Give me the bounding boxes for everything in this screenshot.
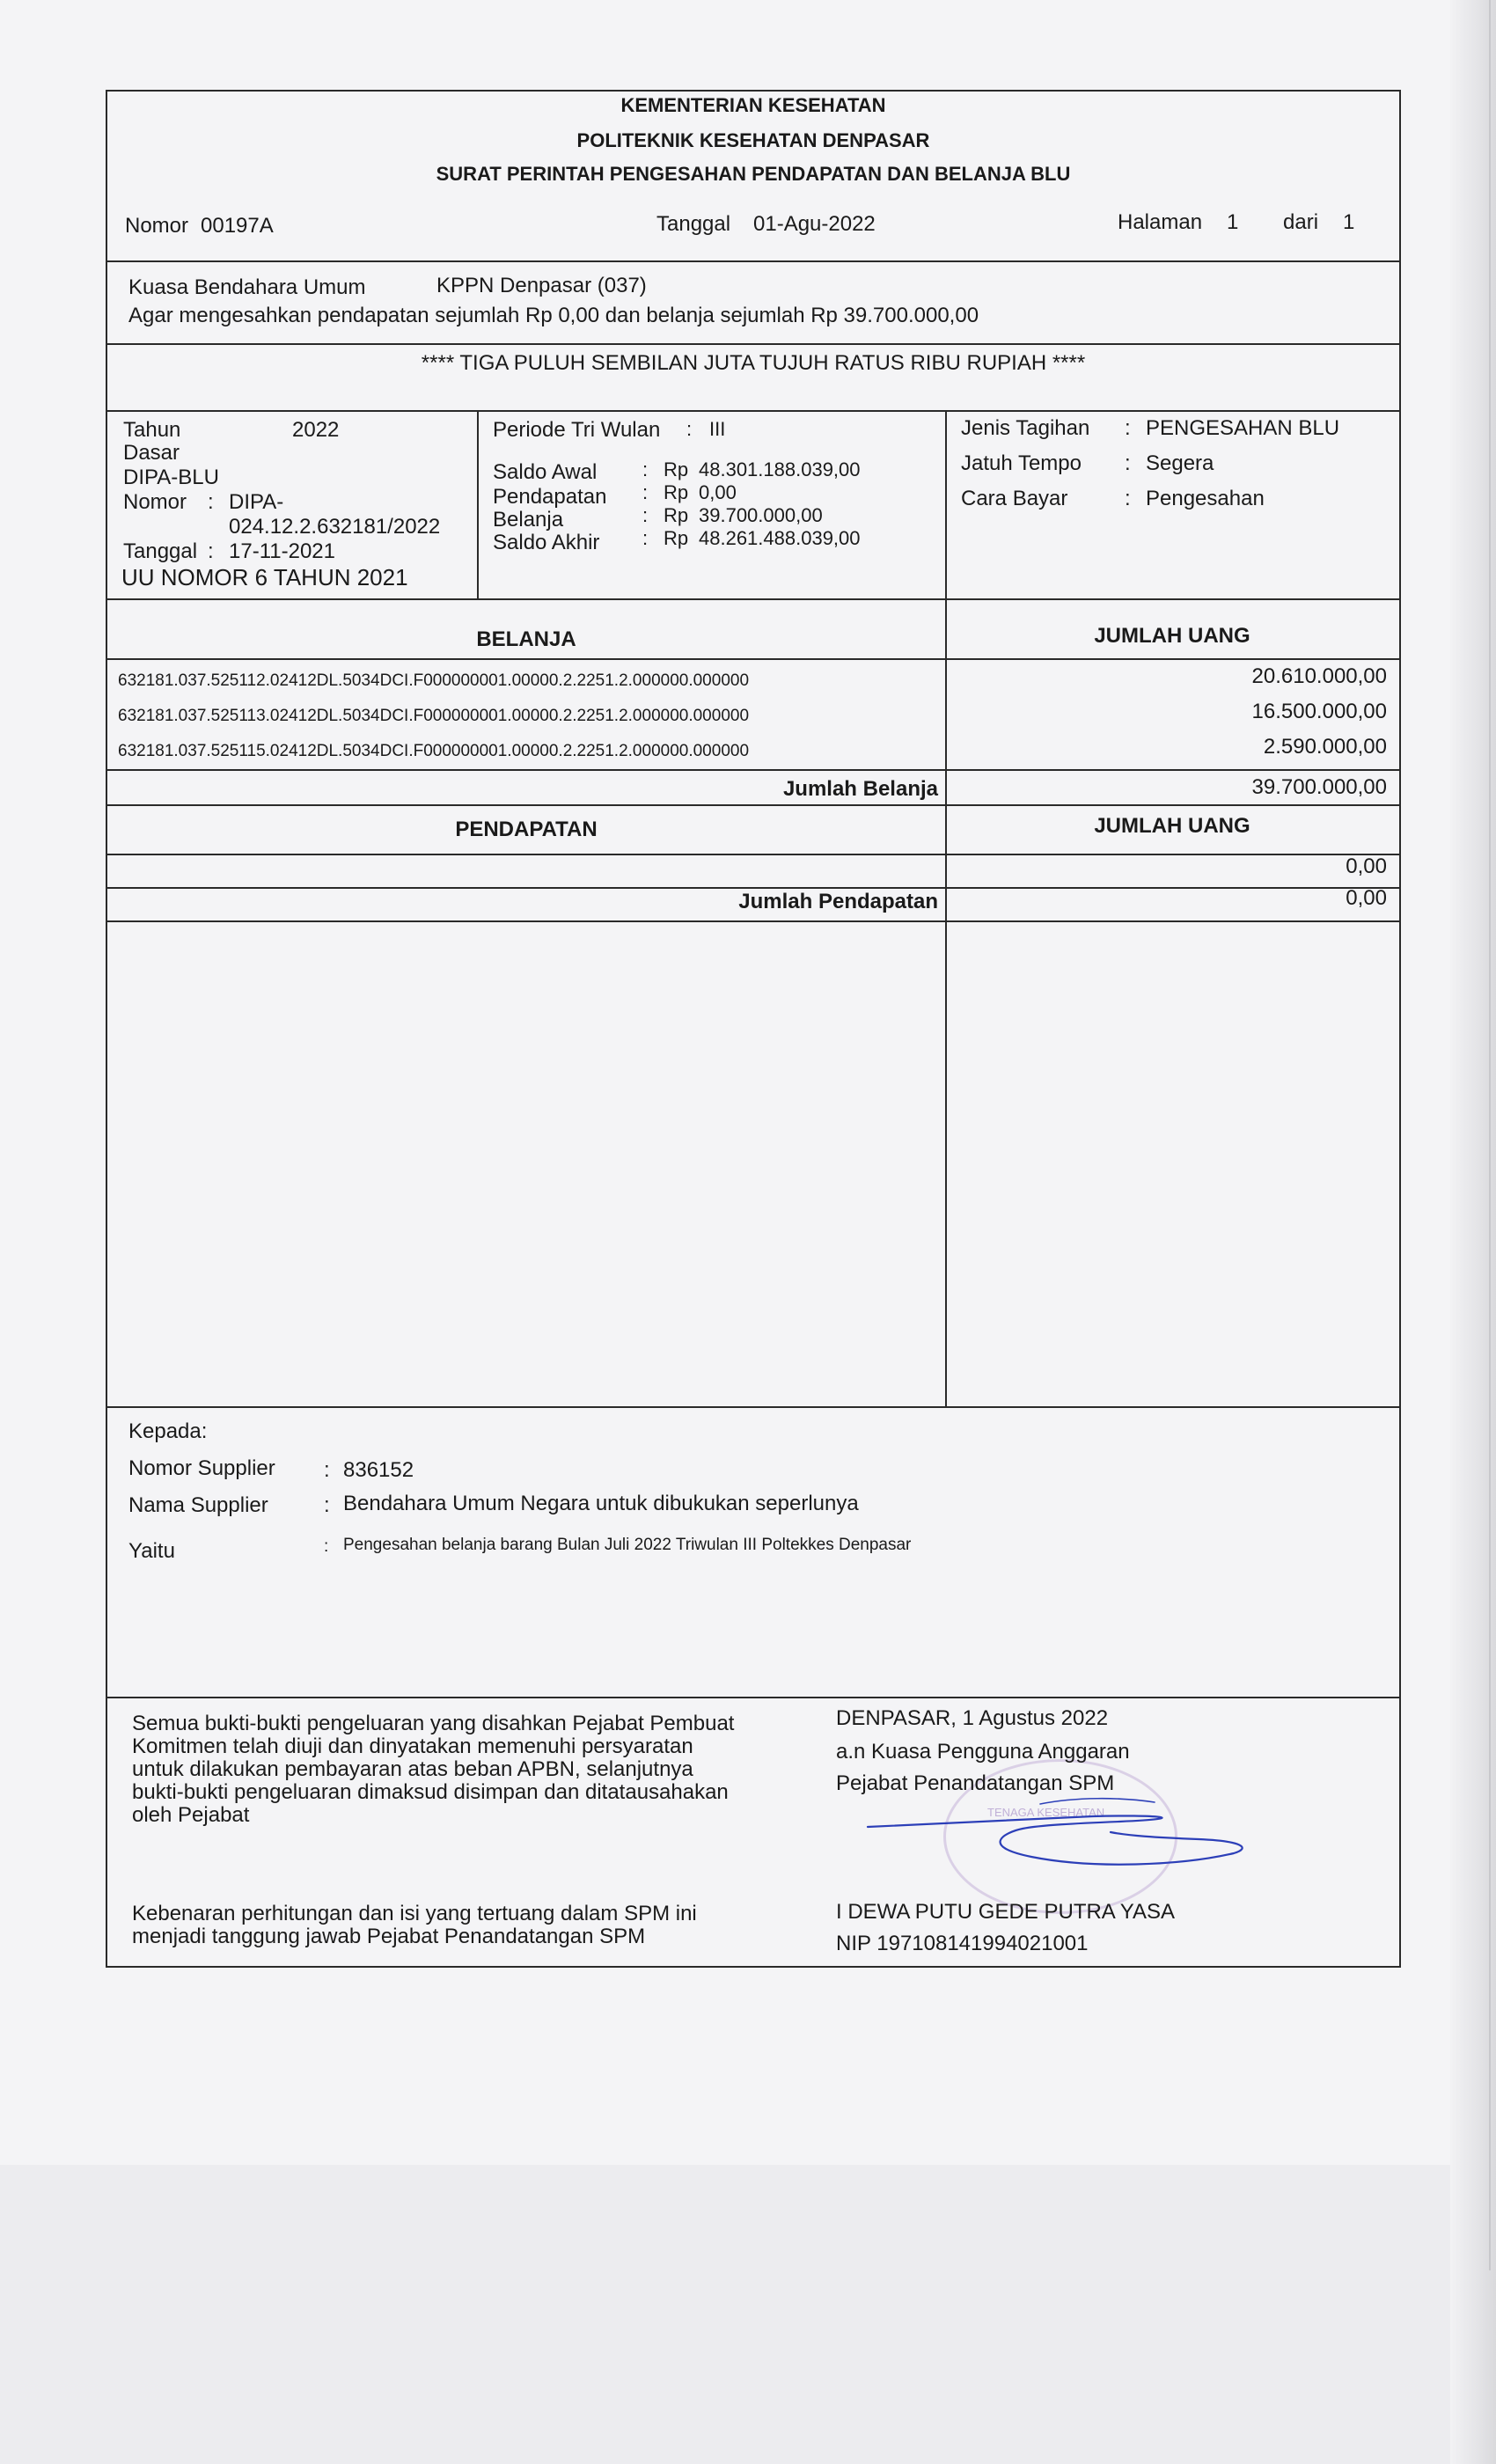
divider-info-col1 — [477, 410, 479, 598]
divider-terbilang — [107, 410, 1399, 412]
tahun-value: 2022 — [292, 418, 340, 442]
responsibility-line: menjadi tanggung jawab Pejabat Penandatangan SPM — [132, 1925, 646, 1948]
institution-title: POLITEKNIK KESEHATAN DENPASAR — [576, 129, 930, 151]
tahun-label: Tahun — [123, 418, 181, 442]
tanggal-label: Tanggal — [656, 212, 731, 236]
divider-belanja-total — [107, 804, 1399, 806]
jumlah-pendapatan-label: Jumlah Pendapatan — [738, 890, 938, 913]
pendapatan-header: PENDAPATAN — [455, 818, 598, 841]
dipa-tanggal-label: Tanggal — [123, 539, 198, 563]
certification-line: untuk dilakukan pembayaran atas beban APBN, selanjutnya — [132, 1757, 693, 1781]
cara-bayar-label: Cara Bayar — [961, 487, 1068, 510]
certification-line: bukti-bukti pengeluaran dimaksud disimpan dan ditatausahakan — [132, 1780, 729, 1804]
halaman-value: 1 — [1227, 210, 1239, 234]
divider-info — [107, 598, 1399, 600]
saldo-awal-label: Saldo Awal — [493, 460, 598, 484]
pendapatan-colon: : — [642, 481, 649, 503]
stamp-text: TENAGA KESEHATAN — [987, 1806, 1105, 1819]
scan-bottom-area — [0, 2165, 1496, 2464]
dipa-tanggal-colon: : — [208, 539, 214, 563]
belanja-row-code: 632181.037.525112.02412DL.5034DCI.F000000001.00000.2.2251.2.000000.000000 — [118, 671, 750, 690]
belanja-value: 39.700.000,00 — [699, 504, 823, 526]
belanja-row-amount: 20.610.000,00 — [1251, 664, 1387, 688]
kuasa-statement: Agar mengesahkan pendapatan sejumlah Rp 0,00 dan belanja sejumlah Rp 39.700.000,00 — [128, 304, 979, 327]
divider-belanja-header — [107, 658, 1399, 660]
nomor-value: 00197A — [201, 214, 274, 238]
document-title: SURAT PERINTAH PENGESAHAN PENDAPATAN DAN BELANJA BLU — [436, 163, 1071, 185]
belanja-row-code: 632181.037.525113.02412DL.5034DCI.F000000001.00000.2.2251.2.000000.000000 — [118, 707, 750, 725]
signatory-nip: NIP 197108141994021001 — [836, 1932, 1089, 1955]
amount-in-words: **** TIGA PULUH SEMBILAN JUTA TUJUH RATUS RIBU RUPIAH **** — [421, 351, 1086, 375]
jenis-tagihan-value: PENGESAHAN BLU — [1146, 416, 1340, 440]
yaitu-value: Pengesahan belanja barang Bulan Juli 2022 Triwulan III Poltekkes Denpasar — [343, 1536, 912, 1554]
pendapatan-label: Pendapatan — [493, 485, 607, 509]
saldo-awal-rp: Rp — [664, 458, 689, 480]
belanja-row-amount: 16.500.000,00 — [1251, 700, 1387, 723]
pendapatan-value: 0,00 — [699, 481, 737, 503]
jumlah-pendapatan-value: 0,00 — [1346, 886, 1387, 910]
signatory-name: I DEWA PUTU GEDE PUTRA YASA — [836, 1900, 1175, 1924]
nama-supplier-colon: : — [324, 1493, 330, 1517]
nomor-supplier-colon: : — [324, 1458, 330, 1482]
yaitu-colon: : — [324, 1537, 329, 1556]
divider-header — [107, 260, 1399, 262]
saldo-akhir-label: Saldo Akhir — [493, 531, 600, 554]
jumlah-belanja-label: Jumlah Belanja — [782, 777, 938, 801]
certification-line: Semua bukti-bukti pengeluaran yang disahkan Pejabat Pembuat — [132, 1712, 735, 1735]
dari-label: dari — [1283, 210, 1319, 234]
belanja-colon: : — [642, 504, 649, 526]
belanja-amount-header: JUMLAH UANG — [1094, 624, 1250, 648]
jumlah-belanja-value: 39.700.000,00 — [1251, 775, 1387, 799]
nomor-supplier-value: 836152 — [343, 1458, 414, 1482]
divider-kuasa — [107, 343, 1399, 345]
nama-supplier-value: Bendahara Umum Negara untuk dibukukan seperlunya — [343, 1492, 859, 1515]
place-date: DENPASAR, 1 Agustus 2022 — [836, 1706, 1109, 1730]
saldo-akhir-rp: Rp — [664, 527, 689, 549]
kuasa-value: KPPN Denpasar (037) — [436, 274, 647, 297]
belanja-row-amount: 2.590.000,00 — [1263, 735, 1387, 759]
nomor-label: Nomor — [125, 214, 189, 238]
kepada-label: Kepada: — [128, 1419, 208, 1443]
responsibility-line: Kebenaran perhitungan dan isi yang tertuang dalam SPM ini — [132, 1902, 697, 1925]
divider-belanja-rows — [107, 769, 1399, 771]
periode-colon: : — [686, 418, 693, 440]
signatory-role: Pejabat Penandatangan SPM — [836, 1771, 1115, 1795]
uu-reference: UU NOMOR 6 TAHUN 2021 — [121, 564, 408, 590]
dari-value: 1 — [1343, 210, 1355, 234]
dipa-nomor-value-1: DIPA- — [229, 490, 284, 514]
tanggal-value: 01-Agu-2022 — [753, 212, 876, 236]
spm-form — [106, 90, 1401, 1968]
periode-value: III — [709, 418, 726, 440]
dipa-nomor-value-2: 024.12.2.632181/2022 — [229, 515, 441, 539]
saldo-awal-colon: : — [642, 458, 649, 480]
halaman-label: Halaman — [1118, 210, 1203, 234]
saldo-akhir-value: 48.261.488.039,00 — [699, 527, 861, 549]
jatuh-tempo-value: Segera — [1146, 451, 1214, 475]
certification-line: Komitmen telah diuji dan dinyatakan memenuhi persyaratan — [132, 1734, 693, 1758]
jenis-tagihan-label: Jenis Tagihan — [961, 416, 1090, 440]
dipa-tanggal-value: 17-11-2021 — [229, 539, 335, 563]
belanja-label: Belanja — [493, 508, 564, 532]
divider-body — [107, 1406, 1399, 1408]
cara-bayar-value: Pengesahan — [1146, 487, 1265, 510]
yaitu-label: Yaitu — [128, 1539, 175, 1563]
nomor-supplier-label: Nomor Supplier — [128, 1456, 275, 1480]
nama-supplier-label: Nama Supplier — [128, 1493, 268, 1517]
page-edge-line — [1489, 0, 1491, 2270]
ministry-title: KEMENTERIAN KESEHATAN — [620, 94, 886, 116]
belanja-row-code: 632181.037.525115.02412DL.5034DCI.F000000001.00000.2.2251.2.000000.000000 — [118, 742, 750, 760]
jatuh-tempo-label: Jatuh Tempo — [961, 451, 1082, 475]
on-behalf-of: a.n Kuasa Pengguna Anggaran — [836, 1740, 1130, 1764]
jatuh-tempo-colon: : — [1125, 451, 1131, 475]
periode-label: Periode Tri Wulan — [493, 418, 661, 442]
dasar-label: Dasar — [123, 441, 180, 465]
belanja-rp: Rp — [664, 504, 689, 526]
pendapatan-amount-header: JUMLAH UANG — [1094, 814, 1250, 838]
belanja-header: BELANJA — [476, 627, 576, 651]
pendapatan-rp: Rp — [664, 481, 689, 503]
saldo-awal-value: 48.301.188.039,00 — [699, 458, 861, 480]
certification-line: oleh Pejabat — [132, 1803, 250, 1827]
dipa-nomor-label: Nomor — [123, 490, 187, 514]
kuasa-label: Kuasa Bendahara Umum — [128, 275, 366, 299]
cara-bayar-colon: : — [1125, 487, 1131, 510]
dipa-label: DIPA-BLU — [123, 466, 219, 489]
dipa-nomor-colon: : — [208, 490, 214, 514]
divider-kepada — [107, 1697, 1399, 1698]
jenis-tagihan-colon: : — [1125, 416, 1131, 440]
pendapatan-row-amount: 0,00 — [1346, 854, 1387, 878]
saldo-akhir-colon: : — [642, 527, 649, 549]
divider-pendapatan-total — [107, 920, 1399, 922]
